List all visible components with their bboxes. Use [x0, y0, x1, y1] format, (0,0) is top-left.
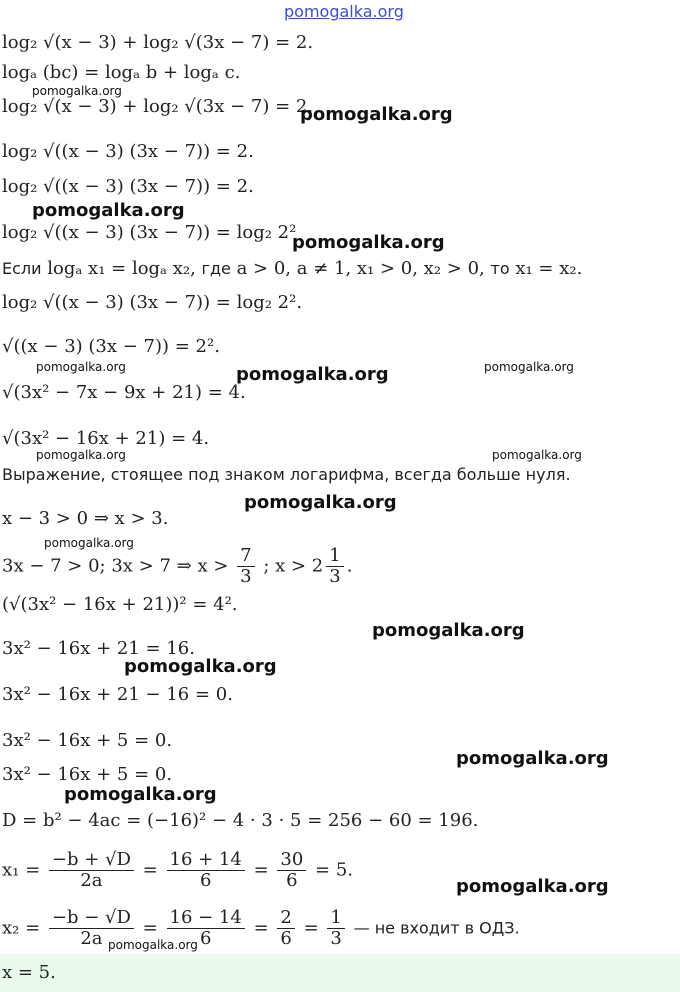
watermark: pomogalka.org — [44, 536, 134, 550]
fraction — [237, 546, 254, 587]
equation-line: 3x² − 16x + 5 = 0. — [2, 764, 173, 785]
answer-highlight — [0, 954, 680, 992]
frac-den: 2a — [80, 870, 103, 891]
frac-den: 6 — [280, 928, 292, 949]
site-link[interactable]: pomogalka.org — [284, 2, 404, 21]
equation-line: √(3x² − 16x + 21) = 4. — [2, 428, 210, 449]
watermark: pomogalka.org — [236, 364, 389, 385]
inequality-line: x − 3 > 0 ⇒ x > 3. — [2, 508, 169, 529]
equation-line: log₂ √(x − 3) + log₂ √(3x − 7) = 2. — [2, 96, 314, 117]
watermark: pomogalka.org — [300, 104, 453, 125]
watermark: pomogalka.org — [32, 84, 122, 98]
watermark: pomogalka.org — [244, 492, 397, 513]
root-x2-line: x₂ = $\frac{-b - √D}{2a}$ = $\frac{16 - 14}{6}$ = $\frac{2}{6}$ = $\frac{1}{3}$ — не входит в ОДЗ. — [2, 907, 520, 949]
condition-math: x₁ = x₂. — [515, 258, 583, 279]
equation-line: log₂ √((x − 3) (3x − 7)) = 2. — [2, 176, 254, 197]
watermark: pomogalka.org — [372, 620, 525, 641]
x1-result: = 5. — [315, 859, 354, 881]
watermark: pomogalka.org — [292, 232, 445, 253]
frac-num: 16 + 14 — [167, 850, 245, 871]
frac-den: 3 — [330, 928, 342, 949]
inequality-line-2 — [2, 546, 352, 587]
condition-math: logₐ x₁ = logₐ x₂, — [47, 258, 196, 279]
frac-num: 16 − 14 — [167, 908, 245, 929]
condition-line — [2, 258, 582, 280]
watermark: pomogalka.org — [36, 360, 126, 374]
equation-line: log₂ √((x − 3) (3x − 7)) = 2. — [2, 141, 254, 162]
equation-line: 3x² − 16x + 21 − 16 = 0. — [2, 684, 233, 705]
x2-lhs: x₂ = — [2, 917, 41, 939]
ineq-lead: 3x − 7 > 0; 3x > 7 ⇒ x > — [2, 555, 229, 577]
frac-num: 30 — [277, 850, 306, 871]
frac-num: −b + √D — [49, 850, 134, 871]
equation-line: log₂ √((x − 3) (3x − 7)) = log₂ 2². — [2, 292, 303, 313]
frac-den: 2a — [80, 928, 103, 949]
equation-line: (√(3x² − 16x + 21))² = 4². — [2, 594, 238, 615]
frac-num: 2 — [277, 908, 294, 929]
equation-line: log₂ √(x − 3) + log₂ √(3x − 7) = 2. — [2, 32, 314, 53]
root-x1-line: x₁ = $\frac{-b + √D}{2a}$ = $\frac{16 + 14}{6}$ = $\frac{30}{6}$ = 5. — [2, 849, 354, 891]
frac-den: 3 — [240, 566, 252, 587]
ineq-end: . — [346, 555, 353, 577]
frac-den: 6 — [286, 870, 298, 891]
fraction — [277, 850, 306, 891]
condition-where: где — [201, 259, 231, 278]
discriminant-line: D = b² − 4ac = (−16)² − 4 · 3 · 5 = 256 − 60 = 196. — [2, 810, 479, 831]
frac-num: 1 — [326, 546, 343, 567]
condition-math: a > 0, a ≠ 1, x₁ > 0, x₂ > 0, — [236, 258, 485, 279]
watermark: pomogalka.org — [108, 938, 198, 952]
equation-line: √(3x² − 7x − 9x + 21) = 4. — [2, 382, 246, 403]
domain-note: Выражение, стоящее под знаком логарифма, всегда больше нуля. — [2, 465, 571, 484]
frac-den: 6 — [199, 928, 212, 949]
watermark: pomogalka.org — [492, 448, 582, 462]
frac-num: −b − √D — [49, 908, 134, 929]
frac-den: 3 — [329, 566, 341, 587]
condition-then: то — [490, 259, 510, 278]
fraction — [167, 850, 245, 891]
frac-den: 6 — [199, 870, 212, 891]
fraction — [326, 546, 343, 587]
fraction — [49, 850, 134, 891]
final-answer: x = 5. — [2, 962, 56, 983]
frac-num: 1 — [327, 908, 344, 929]
equation-line: 3x² − 16x + 21 = 16. — [2, 638, 195, 659]
log-property: logₐ (bc) = logₐ b + logₐ c. — [2, 62, 241, 83]
frac-num: 7 — [237, 546, 254, 567]
x1-lhs: x₁ = — [2, 859, 41, 881]
ineq-mid: ; x > 2 — [263, 555, 324, 577]
watermark: pomogalka.org — [456, 876, 609, 897]
equation-line: log₂ √((x − 3) (3x − 7)) = log₂ 2² — [2, 222, 297, 243]
fraction — [277, 908, 294, 949]
x2-note: — не входит в ОДЗ. — [353, 918, 520, 938]
equation-line: 3x² − 16x + 5 = 0. — [2, 730, 173, 751]
watermark: pomogalka.org — [456, 748, 609, 769]
fraction — [327, 908, 344, 949]
watermark: pomogalka.org — [64, 784, 217, 805]
condition-prefix: Если — [2, 259, 42, 278]
watermark: pomogalka.org — [32, 200, 185, 221]
watermark: pomogalka.org — [36, 448, 126, 462]
equation-line: √((x − 3) (3x − 7)) = 2². — [2, 336, 220, 357]
watermark: pomogalka.org — [484, 360, 574, 374]
watermark: pomogalka.org — [124, 656, 277, 677]
